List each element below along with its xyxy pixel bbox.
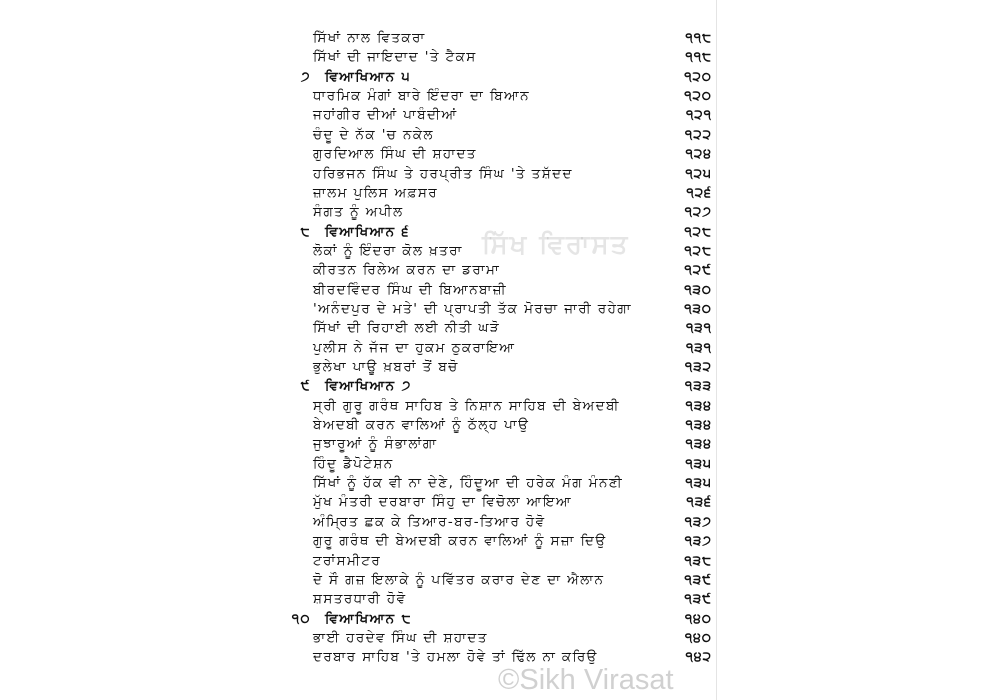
entry-title: ਟਰਾਂਸਮੀਟਰ xyxy=(313,552,382,569)
page-number: ੧੩੬ xyxy=(686,494,712,511)
page-number: ੧੩੭ xyxy=(684,513,712,530)
toc-entry-row xyxy=(0,299,1000,319)
page-number: ੧੩੩ xyxy=(684,378,712,395)
watermark: ਸਿੱਖ ਵਿਰਾਸਤ xyxy=(482,230,630,260)
page-number: ੧੨੦ xyxy=(684,68,712,85)
entry-title: ਲੋਕਾਂ ਨੂੰ ਇੰਦਰਾ ਕੋਲ ਖ਼ਤਰਾ xyxy=(313,242,463,259)
toc-section-row xyxy=(0,376,1000,396)
toc-entry-row xyxy=(0,105,1000,125)
entry-title: ਸੰਗਤ ਨੂੰ ਅਪੀਲ xyxy=(313,204,404,221)
page-number: ੧੩੯ xyxy=(684,591,712,608)
entry-title: ਹਰਿਭਜਨ ਸਿੰਘ ਤੇ ਹਰਪ੍ਰੀਤ ਸਿੰਘ 'ਤੇ ਤਸ਼ੱਦਦ xyxy=(313,165,573,182)
page-number: ੧੨੫ xyxy=(685,165,712,182)
toc-entry-row xyxy=(0,202,1000,222)
entry-title: ਧਾਰਮਿਕ ਮੰਗਾਂ ਬਾਰੇ ਇੰਦਰਾ ਦਾ ਬਿਆਨ xyxy=(313,88,530,105)
chapter-number: ੭ xyxy=(300,68,311,85)
page-number: ੧੨੪ xyxy=(685,146,712,163)
entry-title: ਭੁਲੇਖਾ ਪਾਊ ਖ਼ਬਰਾਂ ਤੋਂ ਬਚੋ xyxy=(313,359,459,375)
page-number: ੧੩੫ xyxy=(685,455,712,472)
section-title: ਵਿਆਖਿਆਨ ੭ xyxy=(325,378,412,395)
chapter-number: ੮ xyxy=(300,223,311,240)
entry-title: ਦੋ ਸੌ ਗਜ਼ ਇਲਾਕੇ ਨੂੰ ਪਵਿੱਤਰ ਕਰਾਰ ਦੇਣ ਦਾ ਐਲਾਨ xyxy=(313,571,605,588)
entry-title: ਕੀਰਤਨ ਰਿਲੇਅ ਕਰਨ ਦਾ ਡਰਾਮਾ xyxy=(313,262,501,279)
toc-entry-row xyxy=(0,492,1000,512)
entry-title: ਮੁੱਖ ਮੰਤਰੀ ਦਰਬਾਰਾ ਸਿੰਹੁ ਦਾ ਵਿਚੋਲਾ ਆਇਆ xyxy=(313,494,572,511)
entry-title: ਭਾਈ ਹਰਦੇਵ ਸਿੰਘ ਦੀ ਸ਼ਹਾਦਤ xyxy=(313,629,488,646)
toc-entry-row xyxy=(0,551,1000,571)
toc-entry-row xyxy=(0,570,1000,590)
toc-entry-row xyxy=(0,531,1000,551)
toc-entry-row xyxy=(0,628,1000,648)
page-number: ੧੩੯ xyxy=(684,571,712,588)
entry-title: ਸ਼ਸਤਰਧਾਰੀ ਹੋਵੋ xyxy=(313,591,407,608)
section-title: ਵਿਆਖਿਆਨ ੬ xyxy=(325,223,410,240)
page-number: ੧੩੫ xyxy=(685,475,712,492)
section-title: ਵਿਆਖਿਆਨ ੫ xyxy=(325,68,411,85)
page-number: ੧੩੨ xyxy=(684,359,712,375)
page-number: ੧੨੧ xyxy=(685,107,712,124)
page-number: ੧੩੧ xyxy=(685,320,712,337)
page-number: ੧੩੭ xyxy=(684,533,712,550)
page-number: ੧੨੨ xyxy=(684,126,712,143)
page-number: ੧੩੧ xyxy=(685,339,712,356)
page-number: ੧੧੮ xyxy=(685,49,712,66)
toc-entry-row xyxy=(0,338,1000,358)
toc-entry-row xyxy=(0,396,1000,416)
toc-entry-row xyxy=(0,454,1000,474)
entry-title: ਅੰਮ੍ਰਿਤ ਛਕ ਕੇ ਤਿਆਰ-ਬਰ-ਤਿਆਰ ਹੋਵੋ xyxy=(313,513,546,530)
toc-entry-row xyxy=(0,260,1000,280)
entry-title: ਜਹਾਂਗੀਰ ਦੀਆਂ ਪਾਬੰਦੀਆਂ xyxy=(313,107,458,124)
toc-entry-row xyxy=(0,144,1000,164)
page-number: ੧੩੪ xyxy=(685,436,712,453)
page-number: ੧੩੪ xyxy=(685,417,712,433)
toc-entry-row xyxy=(0,47,1000,67)
toc-entry-row xyxy=(0,357,1000,377)
chapter-number: ੧੦ xyxy=(291,610,311,627)
entry-title: ਬੀਰਦਵਿੰਦਰ ਸਿੰਘ ਦੀ ਬਿਆਨਬਾਜ਼ੀ xyxy=(313,281,508,298)
page-number: ੧੧੮ xyxy=(685,30,712,46)
entry-title: ਗੁਰਦਿਆਲ ਸਿੰਘ ਦੀ ਸ਼ਹਾਦਤ xyxy=(313,146,477,163)
entry-title: ਹਿੰਦੂ ਡੈਪੋਟੇਸ਼ਨ xyxy=(313,455,394,472)
toc-entry-row xyxy=(0,183,1000,203)
entry-title: ਸਿੱਖਾਂ ਨਾਲ ਵਿਤਕਰਾ xyxy=(313,30,426,46)
page-number: ੧੨੬ xyxy=(686,184,712,201)
page-number: ੧੨੯ xyxy=(684,262,712,279)
entry-title: ਸਿੱਖਾਂ ਨੂੰ ਹੱਕ ਵੀ ਨਾ ਦੇਣੇ, ਹਿੰਦੂਆ ਦੀ ਹਰੇਕ ਮੰਗ ਮੰਨਣੀ xyxy=(313,475,624,492)
copyright-watermark: ©Sikh Virasat xyxy=(498,664,674,696)
section-title: ਵਿਆਖਿਆਨ ੮ xyxy=(325,610,412,627)
entry-title: ਬੇਅਦਬੀ ਕਰਨ ਵਾਲਿਆਂ ਨੂੰ ਠੱਲ੍ਹ ਪਾਉ xyxy=(313,417,530,433)
toc-entry-row xyxy=(0,589,1000,609)
page-number: ੧੩੮ xyxy=(684,552,712,569)
page-number: ੧੨੮ xyxy=(684,242,712,259)
entry-title: ਦਰਬਾਰ ਸਾਹਿਬ 'ਤੇ ਹਮਲਾ ਹੋਵੇ ਤਾਂ ਢਿੱਲ ਨਾ ਕਰਿਉ xyxy=(313,649,598,666)
toc-entry-row xyxy=(0,512,1000,532)
entry-title: 'ਅਨੰਦਪੁਰ ਦੇ ਮਤੇ' ਦੀ ਪ੍ਰਾਪਤੀ ਤੱਕ ਮੋਰਚਾ ਜਾਰੀ ਰਹੇਗਾ xyxy=(313,300,632,317)
page-number: ੧੨੦ xyxy=(684,88,712,105)
page-number: ੧੪੦ xyxy=(684,610,712,627)
entry-title: ਸ੍ਰੀ ਗੁਰੂ ਗਰੰਥ ਸਾਹਿਬ ਤੇ ਨਿਸ਼ਾਨ ਸਾਹਿਬ ਦੀ ਬੇਅਦਬੀ xyxy=(313,397,620,414)
toc-entry-row xyxy=(0,86,1000,106)
toc-entry-row xyxy=(0,473,1000,493)
toc-entry-row xyxy=(0,318,1000,338)
entry-title: ਸਿੱਖਾਂ ਦੀ ਰਿਹਾਈ ਲਈ ਨੀਤੀ ਘੜੋ xyxy=(313,320,501,337)
page-number: ੧੩੦ xyxy=(684,300,712,317)
toc-section-row xyxy=(0,67,1000,87)
page-number: ੧੨੭ xyxy=(684,204,712,221)
entry-title: ਗੁਰੂ ਗਰੰਥ ਦੀ ਬੇਅਦਬੀ ਕਰਨ ਵਾਲਿਆਂ ਨੂੰ ਸਜ਼ਾ ਦਿਉ xyxy=(313,533,607,550)
toc-entry-row xyxy=(0,125,1000,145)
chapter-number: ੯ xyxy=(300,378,311,395)
page-number: ੧੩੦ xyxy=(684,281,712,298)
toc-entry-row xyxy=(0,434,1000,454)
toc-entry-row xyxy=(0,415,1000,435)
entry-title: ਪੁਲੀਸ ਨੇ ਜੱਜ ਦਾ ਹੁਕਮ ਠੁਕਰਾਇਆ xyxy=(313,339,516,356)
toc-entry-row xyxy=(0,28,1000,48)
entry-title: ਸਿੱਖਾਂ ਦੀ ਜਾਇਦਾਦ 'ਤੇ ਟੈਕਸ xyxy=(313,49,477,66)
page-number: ੧੩੪ xyxy=(685,397,712,414)
page-number: ੧੪੨ xyxy=(685,649,712,666)
entry-title: ਜ਼ਾਲਮ ਪੁਲਿਸ ਅਫ਼ਸਰ xyxy=(313,184,439,201)
entry-title: ਚੰਦੂ ਦੇ ਨੱਕ 'ਚ ਨਕੇਲ xyxy=(313,126,434,143)
entry-title: ਜੁਝਾਰੂਆਂ ਨੂੰ ਸੰਭਾਲਾਂਗਾ xyxy=(313,436,438,453)
page-number: ੧੪੦ xyxy=(684,629,712,646)
toc-entry-row xyxy=(0,280,1000,300)
page-number: ੧੨੮ xyxy=(684,223,712,240)
toc-section-row xyxy=(0,609,1000,629)
toc-entry-row xyxy=(0,164,1000,184)
